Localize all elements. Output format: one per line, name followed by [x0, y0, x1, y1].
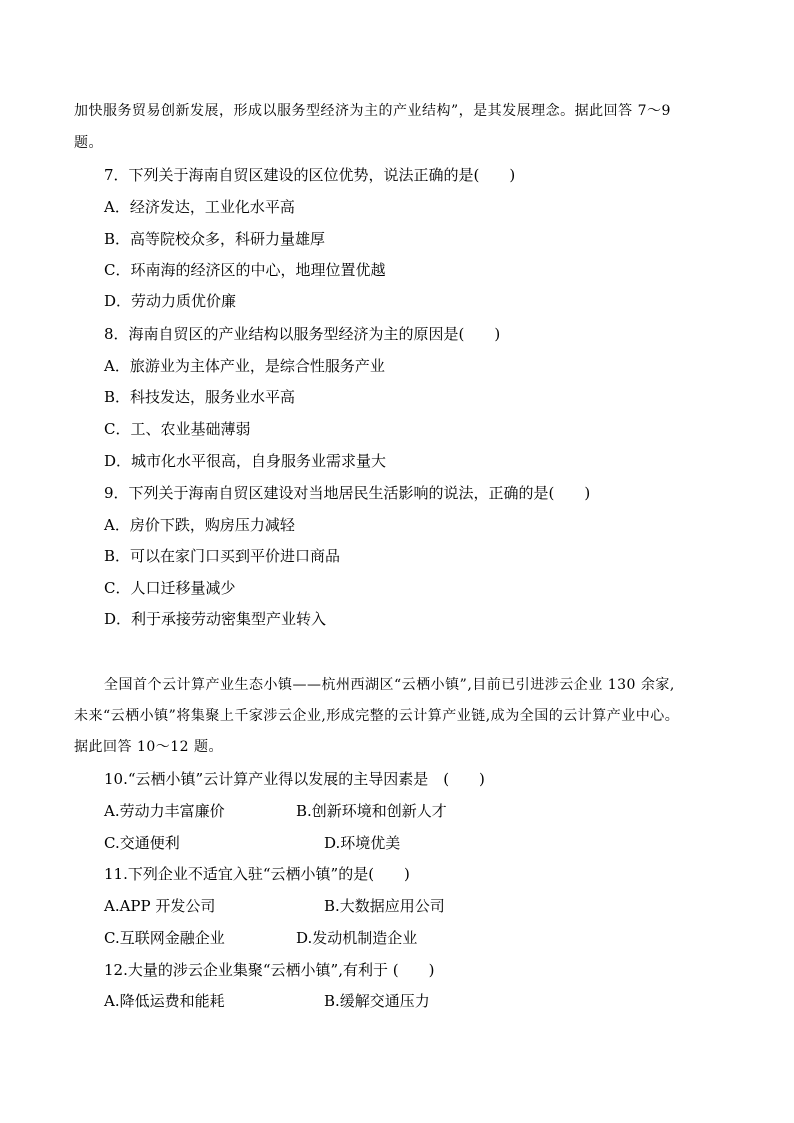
- question-7-option-c: C．环南海的经济区的中心，地理位置优越: [104, 261, 386, 279]
- question-10-option-a: A.劳动力丰富廉价: [104, 802, 225, 820]
- passage1-line1: 加快服务贸易创新发展，形成以服务型经济为主的产业结构”，是其发展理念。据此回答 7～9: [74, 103, 671, 119]
- question-8-option-c: C．工、农业基础薄弱: [104, 420, 251, 438]
- passage1-line2: 题。: [74, 135, 103, 151]
- question-12-option-a: A.降低运费和能耗: [104, 992, 225, 1010]
- question-11-option-d: D.发动机制造企业: [296, 929, 418, 947]
- question-11-option-b: B.大数据应用公司: [324, 897, 445, 915]
- question-10-option-d: D.环境优美: [324, 834, 401, 852]
- question-11-option-a: A.APP 开发公司: [104, 897, 216, 915]
- question-7-option-b: B．高等院校众多，科研力量雄厚: [104, 230, 326, 248]
- question-10-option-b: B.创新环境和创新人才: [296, 802, 447, 820]
- question-7-stem: 7．下列关于海南自贸区建设的区位优势，说法正确的是( ): [104, 166, 516, 184]
- question-9-option-d: D．利于承接劳动密集型产业转入: [104, 610, 327, 628]
- question-10-stem: 10.“云栖小镇”云计算产业得以发展的主导因素是 ( ): [104, 770, 485, 788]
- question-7-option-a: A．经济发达，工业化水平高: [104, 198, 295, 216]
- passage2-line2: 未来“云栖小镇”将集聚上千家涉云企业,形成完整的云计算产业链,成为全国的云计算产业中心。: [74, 708, 680, 724]
- passage2-line3: 据此回答 10～12 题。: [74, 739, 224, 755]
- question-8-option-a: A．旅游业为主体产业，是综合性服务产业: [104, 357, 385, 375]
- question-11-option-c: C.互联网金融企业: [104, 929, 225, 947]
- question-10-option-c: C.交通便利: [104, 834, 180, 852]
- question-9-option-c: C．人口迁移量减少: [104, 579, 236, 597]
- question-8-stem: 8．海南自贸区的产业结构以服务型经济为主的原因是( ): [104, 325, 501, 343]
- passage2-line1: 全国首个云计算产业生态小镇——杭州西湖区“云栖小镇”,目前已引进涉云企业 130 余家,: [104, 677, 675, 693]
- question-12-stem: 12.大量的涉云企业集聚“云栖小镇”,有利于 ( ): [104, 961, 435, 979]
- question-8-option-d: D．城市化水平很高，自身服务业需求量大: [104, 452, 387, 470]
- question-9-option-a: A．房价下跌，购房压力减轻: [104, 516, 295, 534]
- question-11-stem: 11.下列企业不适宜入驻“云栖小镇”的是( ): [104, 865, 410, 883]
- question-9-stem: 9．下列关于海南自贸区建设对当地居民生活影响的说法，正确的是( ): [104, 484, 591, 502]
- question-12-option-b: B.缓解交通压力: [324, 992, 430, 1010]
- question-9-option-b: B．可以在家门口买到平价进口商品: [104, 547, 341, 565]
- question-7-option-d: D．劳动力质优价廉: [104, 292, 237, 310]
- question-8-option-b: B．科技发达，服务业水平高: [104, 388, 296, 406]
